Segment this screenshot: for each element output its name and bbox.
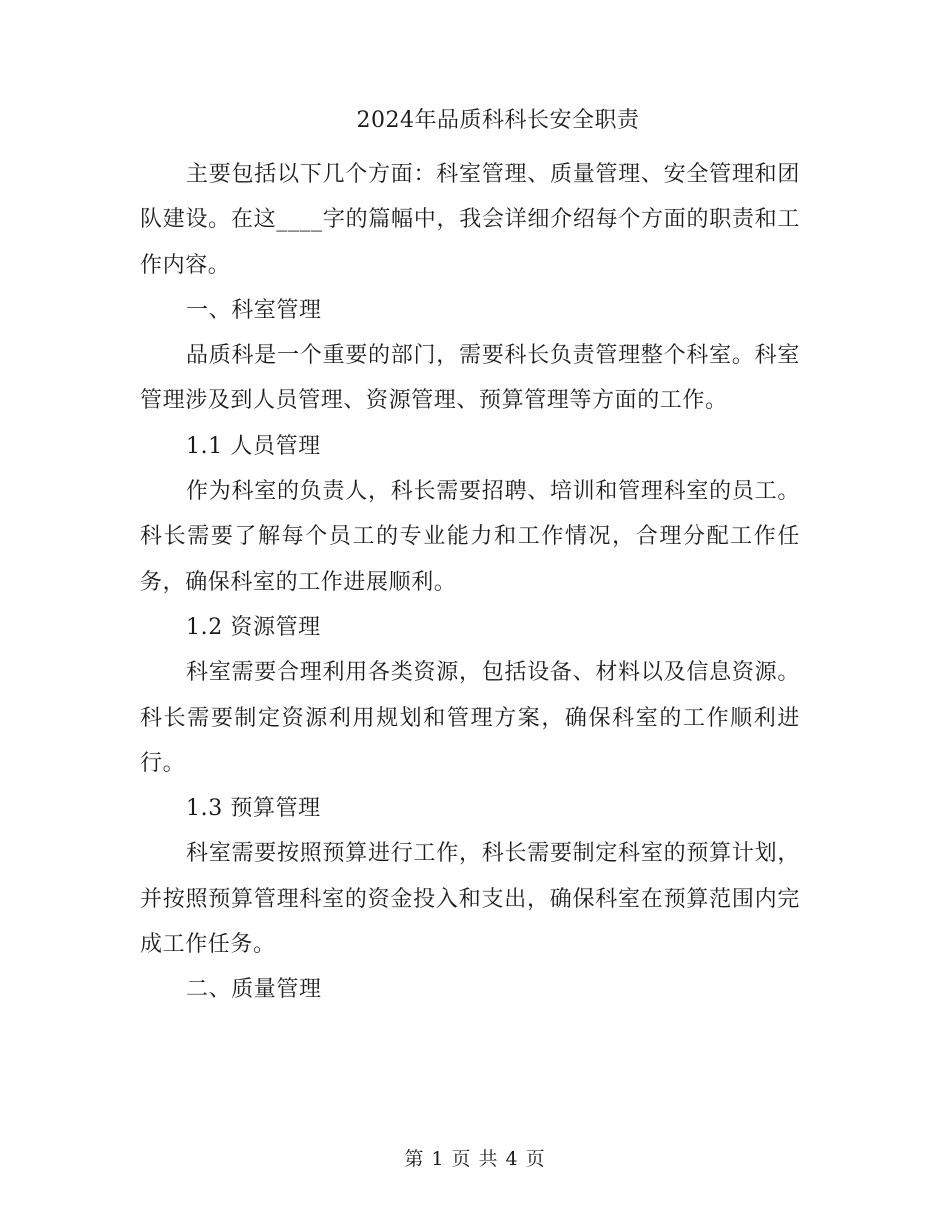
document-body <box>140 152 800 1013</box>
page-footer: 第 1 页 共 4 页 <box>404 1148 546 1170</box>
paragraph-intro: 主要包括以下几个方面：科室管理、质量管理、安全管理和团队建设。在这____字的篇幅中，我会详细介绍每个方面的职责和工作内容。 <box>140 162 800 278</box>
subsection-heading-1-2: 1.2 资源管理 <box>186 614 321 640</box>
paragraph-budget: 科室需要按照预算进行工作，科长需要制定科室的预算计划，并按照预算管理科室的资金投入和支出，确保科室在预算范围内完成工作任务。 <box>140 841 800 958</box>
paragraph-personnel: 作为科室的负责人，科长需要招聘、培训和管理科室的员工。科长需要了解每个员工的专业能力和工作情况，合理分配工作任务，确保科室的工作进展顺利。 <box>140 479 800 595</box>
subsection-heading-1-1: 1.1 人员管理 <box>186 433 321 459</box>
paragraph-section-1: 品质科是一个重要的部门，需要科长负责管理整个科室。科室管理涉及到人员管理、资源管理、预算管理等方面的工作。 <box>140 343 800 414</box>
document-title: 2024年品质科科长安全职责 <box>356 108 640 133</box>
subsection-heading-1-3: 1.3 预算管理 <box>186 796 321 822</box>
section-heading-2: 二、质量管理 <box>186 977 322 1003</box>
paragraph-resources: 科室需要合理利用各类资源，包括设备、材料以及信息资源。科长需要制定资源利用规划和管理方案，确保科室的工作顺利进行。 <box>140 660 800 776</box>
section-heading-1: 一、科室管理 <box>186 297 322 323</box>
